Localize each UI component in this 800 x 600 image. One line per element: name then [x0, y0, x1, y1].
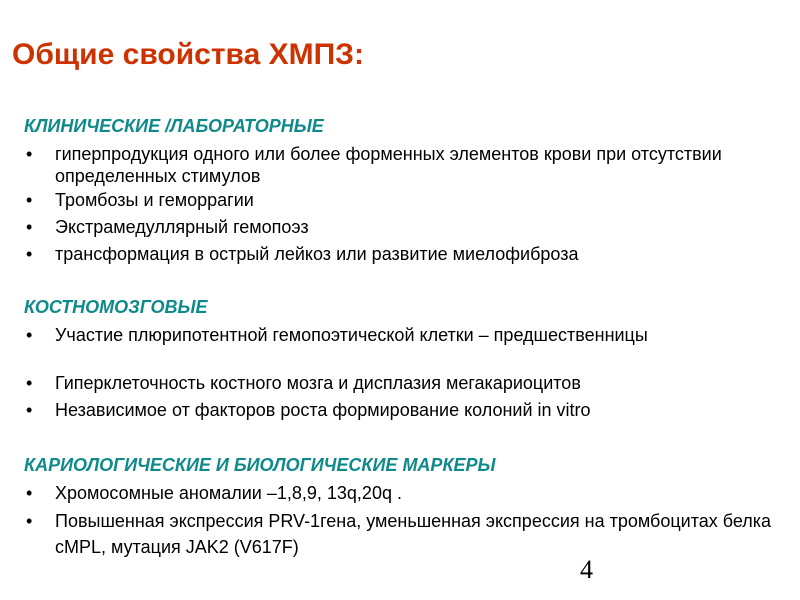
- list-item: [26, 508, 776, 560]
- section-header-bone-marrow: КОСТНОМОЗГОВЫЕ: [24, 297, 208, 317]
- list-item-text: Тромбозы и геморрагии: [55, 190, 254, 210]
- section-header-markers: КАРИОЛОГИЧЕСКИЕ И БИОЛОГИЧЕСКИЕ МАРКЕРЫ: [24, 455, 496, 475]
- bullet: •: [26, 373, 33, 393]
- list-item-text: Хромосомные аномалии –1,8,9, 13q,20q .: [55, 483, 402, 503]
- bullet: •: [26, 244, 33, 264]
- bullet: •: [26, 325, 33, 345]
- list-item: [26, 372, 776, 394]
- list-item-text: Участие плюрипотентной гемопоэтической клетки – предшественницы: [55, 325, 648, 345]
- list-item: [26, 216, 776, 238]
- list-item: [26, 399, 776, 421]
- list-item-text: гиперпродукция одного или более форменных элементов крови при отсутствии определенных стимулов: [55, 144, 722, 186]
- list-item-text: Гиперклеточность костного мозга и дисплазия мегакариоцитов: [55, 373, 581, 393]
- bullet: •: [26, 483, 33, 503]
- page-number: 4: [580, 555, 593, 584]
- list-item: [26, 243, 776, 265]
- bullet: •: [26, 144, 33, 164]
- list-item: [26, 143, 776, 187]
- list-item: [26, 324, 776, 346]
- bullet: •: [26, 190, 33, 210]
- list-item: [26, 189, 776, 211]
- list-item-text: Независимое от факторов роста формирование колоний in vitro: [55, 400, 591, 420]
- slide-title: Общие свойства ХМПЗ:: [12, 38, 364, 71]
- bullet: •: [26, 400, 33, 420]
- bullet: •: [26, 511, 33, 531]
- list-item-text: трансформация в острый лейкоз или развитие миелофиброза: [55, 244, 579, 264]
- list-item-text: Экстрамедуллярный гемопоэз: [55, 217, 309, 237]
- section-header-clinical: КЛИНИЧЕСКИЕ /ЛАБОРАТОРНЫЕ: [24, 116, 324, 136]
- list-item: [26, 482, 776, 504]
- bullet: •: [26, 217, 33, 237]
- list-item-text: Повышенная экспрессия PRV-1гена, уменьшенная экспрессия на тромбоцитах белка cMPL, мутация JAK2 (V617F): [55, 511, 772, 557]
